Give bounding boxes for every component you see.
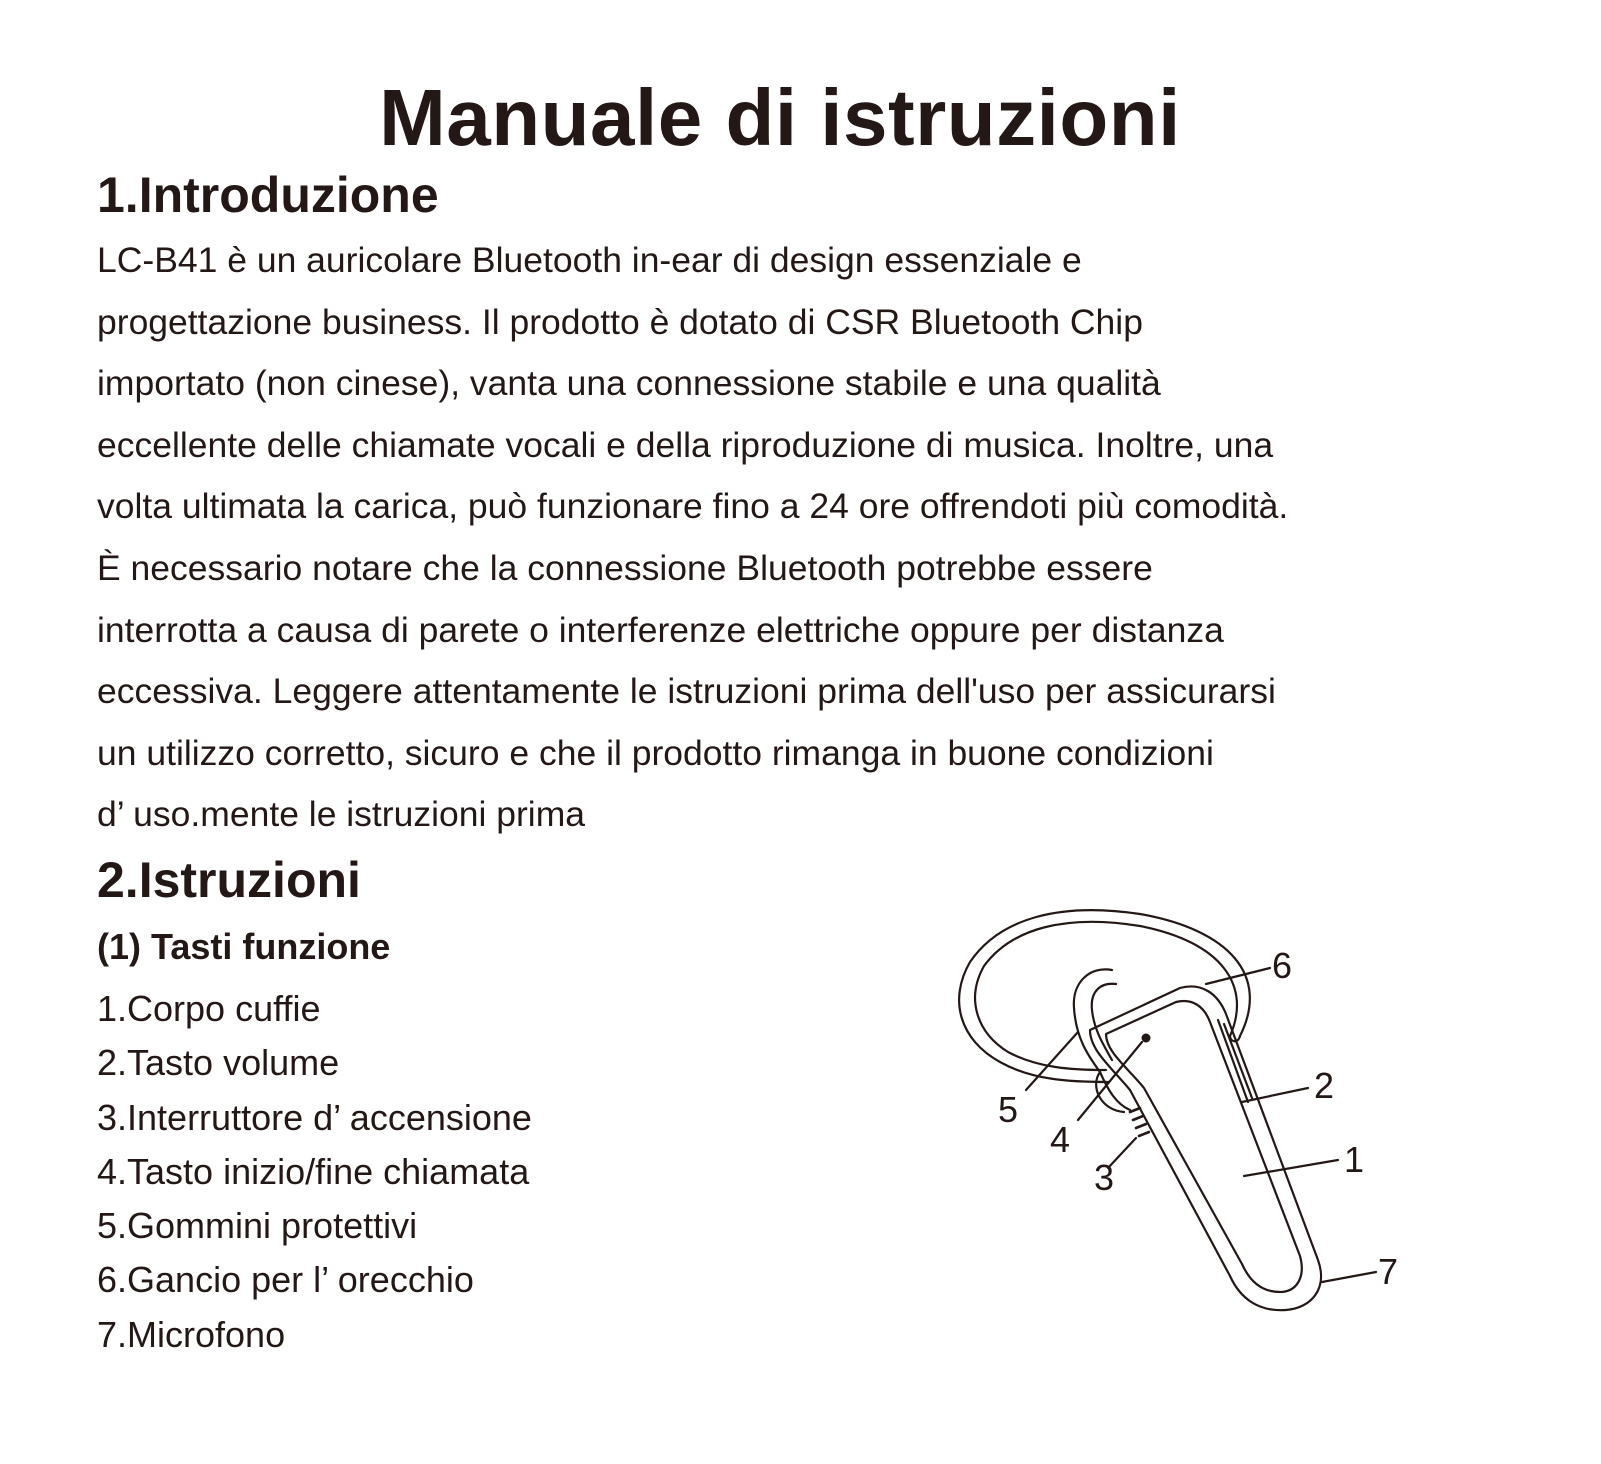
intro-line: importato (non cinese), vanta una connessione stabile e una qualità [97, 363, 1161, 404]
callout-2: 2 [1314, 1065, 1335, 1106]
led-dot-icon [1142, 1034, 1151, 1043]
body-inner [1106, 1001, 1302, 1292]
part-item-body: 1.Corpo cuffie [97, 988, 321, 1029]
instructions-heading: 2.Istruzioni [97, 852, 361, 908]
intro-heading: 1.Introduzione [97, 167, 439, 223]
part-item-ear-hook: 6.Gancio per l’ orecchio [97, 1259, 474, 1301]
callout-7: 7 [1378, 1251, 1399, 1292]
callout-4: 4 [1050, 1119, 1071, 1160]
volume-edge-inner [1224, 1024, 1252, 1098]
intro-line: volta ultimata la carica, può funzionare fino a 24 ore offrendoti più comodità. [97, 486, 1289, 527]
intro-line: progettazione business. Il prodotto è dotato di CSR Bluetooth Chip [97, 301, 1143, 342]
parts-list [97, 982, 532, 1362]
part-item-power-switch: 3.Interruttore d’ accensione [97, 1096, 532, 1138]
part-item-microphone: 7.Microfono [97, 1313, 286, 1355]
intro-line: interrotta a causa di parete o interferenze elettriche oppure per distanza [97, 609, 1224, 650]
callout-3: 3 [1094, 1157, 1115, 1198]
headset-diagram [940, 890, 1440, 1330]
intro-line: d’ uso.mente le istruzioni prima [97, 794, 586, 835]
part-item-call-key: 4.Tasto inizio/fine chiamata [97, 1150, 530, 1192]
function-keys-heading: (1) Tasti funzione [97, 926, 391, 967]
ear-hook-outline [959, 910, 1250, 1082]
leader-line-7 [1322, 1272, 1376, 1282]
intro-line: eccellente delle chiamate vocali e della riproduzione di musica. Inoltre, una [97, 424, 1274, 465]
page-title: Manuale di istruzioni [379, 73, 1181, 162]
part-item-ear-tips: 5.Gommini protettivi [97, 1205, 418, 1247]
intro-line: LC-B41 è un auricolare Bluetooth in-ear di design essenziale e [97, 240, 1082, 280]
intro-line: eccessiva. Leggere attentamente le istruzioni prima dell'uso per assicurarsi [97, 671, 1276, 712]
leader-line-6 [1206, 968, 1270, 984]
part-item-volume-key: 2.Tasto volume [97, 1042, 340, 1084]
body-outline [1090, 986, 1321, 1310]
intro-paragraph [97, 230, 1517, 846]
intro-line: un utilizzo corretto, sicuro e che il prodotto rimanga in buone condizioni [97, 732, 1214, 773]
callout-6: 6 [1272, 945, 1293, 986]
callout-1: 1 [1344, 1139, 1365, 1180]
leader-line-1 [1244, 1160, 1338, 1176]
callout-5: 5 [998, 1089, 1019, 1130]
intro-line: È necessario notare che la connessione Bluetooth potrebbe essere [97, 547, 1153, 588]
